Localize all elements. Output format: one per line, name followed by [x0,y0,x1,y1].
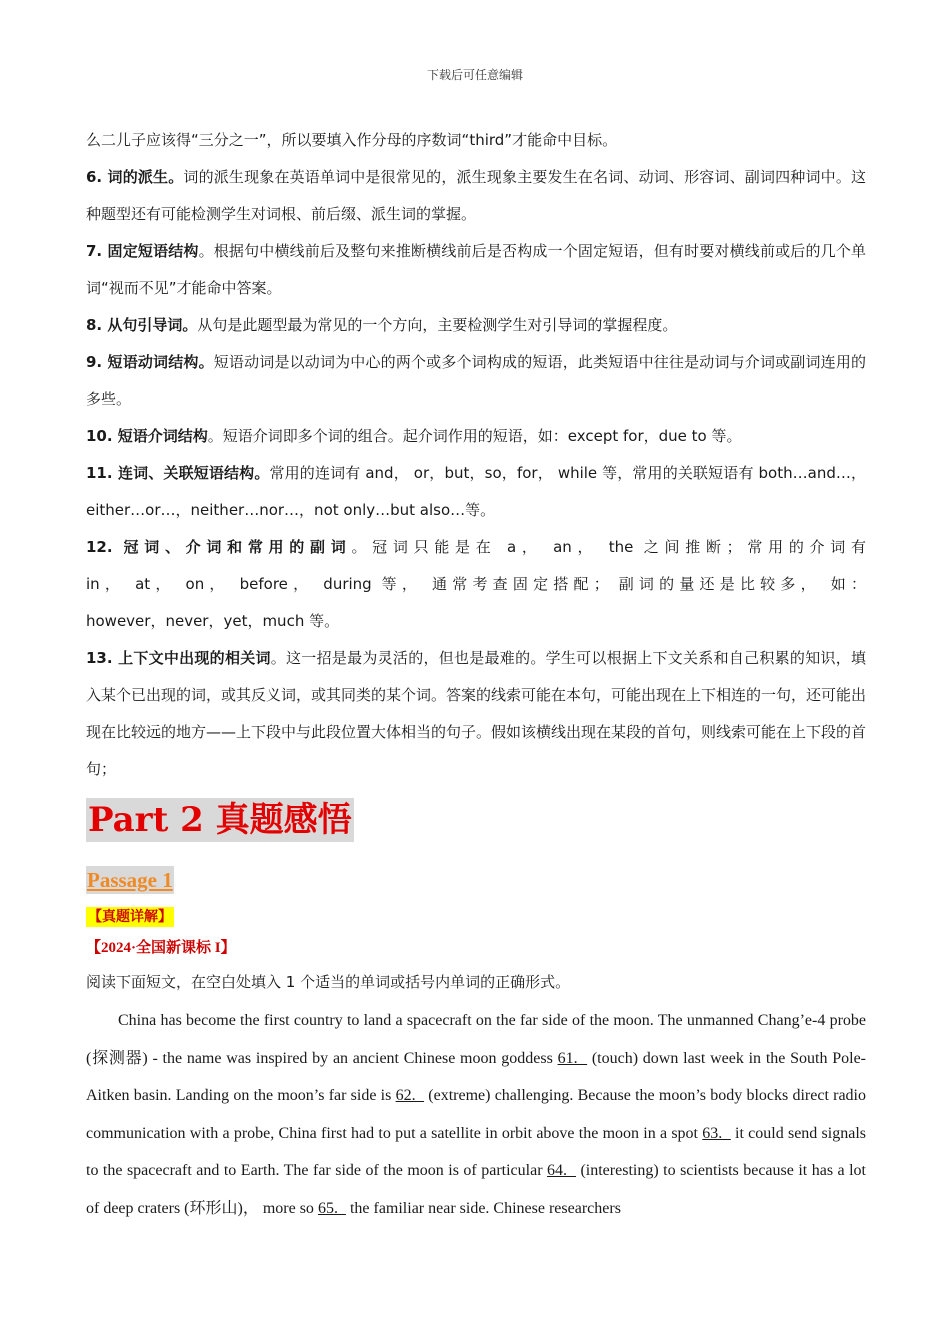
passage-heading [86,866,866,902]
item-text: 短语动词是以动词为中心的两个或多个词构成的短语，此类短语中往往是动词与介词或副词连用的多些。 [86,353,866,408]
blank-62: 62. [395,1087,425,1104]
passage-segment: (extreme) challenging. Because the moon’s body blocks direct radio communication with a probe, China first had to put a satellite in orbit above the moon in a spot [86,1087,867,1142]
item-label: 11. 连词、关联短语结构。 [86,464,270,482]
list-item-12 [86,529,866,640]
item12-line3: however，never，yet，much 等。 [86,612,340,630]
item-text: 。根据句中横线前后及整句来推断横线前后是否构成一个固定短语，但有时要对横线前或后的几个单词“视而不见”才能命中答案。 [86,242,867,297]
intro-line: 么二儿子应该得“三分之一”，所以要填入作分母的序数词“third”才能命中目标。 [86,131,618,149]
item-label: 8. 从句引导词。 [86,316,198,334]
passage-segment: (interesting) to scientists because it has a lot of deep craters (环形山)， more so [86,1162,866,1217]
item-label: 10. 短语介词结构 [86,427,208,445]
item-text: 。这一招是最为灵活的，但也是最难的。学生可以根据上下文关系和自己积累的知识，填入某个已出现的词，或其反义词，或其同类的某个词。答案的线索可能在本句，可能出现在上下相连的一句，还可能出现在比较远的地方——上下段中与此段位置大体相当的句子。假如该横线出现在某段的首句，则线索可能在上下段的首句； [86,649,867,778]
document-body [86,122,866,1227]
highlight-tag [86,906,866,934]
list-item-7 [86,233,866,307]
blank-63: 63. [702,1124,731,1142]
passage-segment: the familiar near side. Chinese researchers [345,1199,621,1217]
passage-title: Passage 1 [87,868,173,892]
part2-title: Part 2 真题感悟 [88,800,352,840]
item12-line1 [86,529,866,566]
item-label: 6. 词的派生。 [86,168,184,186]
item-label: 7. 固定短语结构 [86,242,199,260]
blank-61: 61. [557,1049,588,1067]
page-header: 下载后可任意编辑 [426,68,523,82]
section-heading [86,798,866,850]
blank-64: 64. [547,1162,576,1179]
item-text: 。短语介词即多个词的组合。起介词作用的短语，如：except for，due to 等。 [207,427,742,445]
list-item-8 [86,307,866,344]
list-item-9 [86,344,866,418]
item-text: 。冠词只能是在 a， an， the 之间推断；常用的介词有 [351,538,866,556]
instruction-text: 阅读下面短文，在空白处填入 1 个适当的单词或括号内单词的正确形式。 [86,973,571,991]
exam-source: 【2024·全国新课标 I】 [86,940,236,956]
item-label: 12. 冠词、介词和常用的副词 [86,538,352,556]
passage-paragraph [86,1002,866,1227]
item-text: 从句是此题型最为常见的一个方向，主要检测学生对引导词的掌握程度。 [197,316,678,334]
item-text: 词的派生现象在英语单词中是很常见的，派生现象主要发生在名词、动词、形容词、副词四种词中。这种题型还有可能检测学生对词根、前后缀、派生词的掌握。 [86,168,867,223]
item-label: 9. 短语动词结构。 [86,353,214,371]
item12-line2: in， at， on， before， during 等， 通常考查固定搭配； 副词的量还是比较多， 如： [86,575,866,593]
tag-label: 【真题详解】 [88,909,172,925]
passage-segment: China has become the first country to land a spacecraft on the far side of the moon. The unmanned Chang’e-4 probe (探测器) - the name was inspired by an ancient Chinese moon goddess [86,1012,866,1067]
passage-segment: it could send signals to the spacecraft and to Earth. The far side of the moon is of particular [86,1124,867,1179]
list-item-13 [86,640,866,788]
list-item-11 [86,455,866,529]
item-label: 13. 上下文中出现的相关词 [86,649,271,667]
item-text: 常用的连词有 and， or，but，so，for， while 等，常用的关联短语有 both…and…，either…or…，neither…nor…，not only…but also…等。 [86,464,866,519]
blank-65: 65. [317,1199,346,1217]
passage-segment: (touch) down last week in the South Pole-Aitken basin. Landing on the moon’s far side is [86,1049,866,1104]
list-item-6 [86,159,866,233]
list-item-10 [86,418,866,455]
